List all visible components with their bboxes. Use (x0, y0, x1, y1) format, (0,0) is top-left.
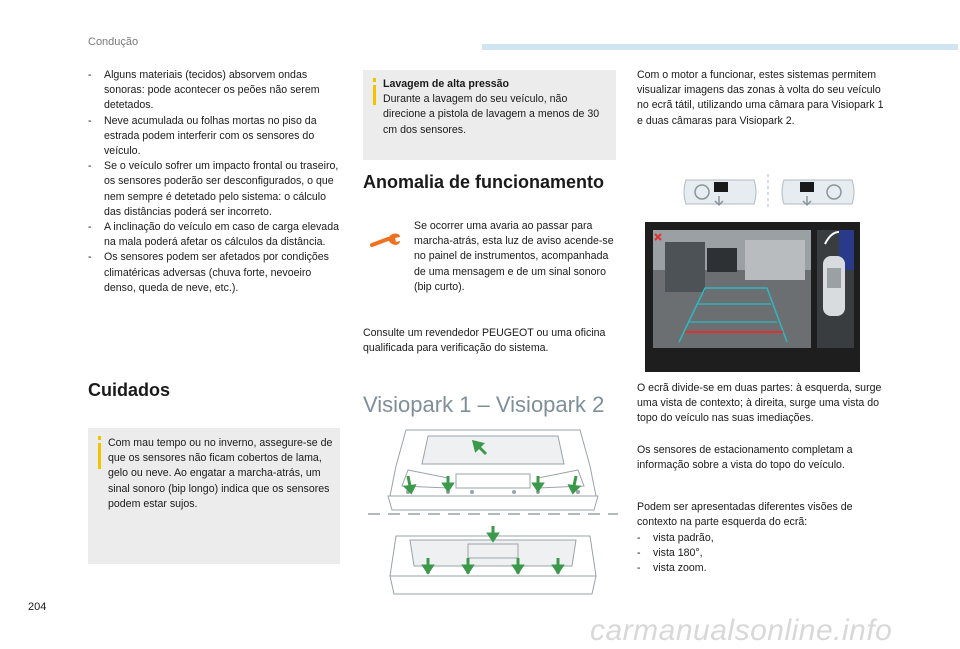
info-bar (98, 443, 101, 469)
list-item: - vista padrão, (637, 532, 714, 544)
lavagem-note (363, 70, 616, 160)
list-item: - A inclinação do veículo em caso de carga elevada na mala poderá afetar os cálculos da distância. (88, 221, 339, 249)
info-icon (373, 78, 376, 82)
camera-position-icons (680, 172, 860, 212)
consulte-text: Consulte um revendedor PEUGEOT ou uma oficina qualificada para verificação do sistema. (363, 327, 606, 355)
lavagem-body: Durante a lavagem do seu veículo, não direcione a pistola de lavagem a menos de 30 cm dos sensores. (383, 93, 600, 136)
list-item: - vista 180°, (637, 547, 703, 560)
header-bar (482, 44, 958, 50)
page-number: 204 (28, 601, 47, 613)
views-list (637, 531, 887, 577)
intro-text: Com o motor a funcionar, estes sistemas permitem visualizar imagens das zonas à volta do seu veículo no ecrã tátil, utilizando uma câmara para Visiopark 1 e duas câmaras para Visiopark 2. (637, 69, 884, 127)
limitations-list (88, 68, 343, 296)
watermark: carmanualsonline.info (590, 614, 893, 647)
anomalia-text: Se ocorrer uma avaria ao passar para marcha-atrás, esta luz de aviso acende-se no painel de instrumentos, acompanhada de uma mensagem e de um sinal sonoro (bip curto). (414, 220, 614, 293)
list-item: - vista zoom. (637, 562, 707, 575)
list-item: - Neve acumulada ou folhas mortas no piso da estrada podem interferir com os sensores do veículo. (88, 114, 317, 158)
lavagem-title: Lavagem de alta pressão (383, 78, 510, 90)
sensor-location-illustration (368, 426, 618, 598)
list-item: - Os sensores podem ser afetados por condições climatéricas adversas (chuva forte, nevoeiro denso, queda de neve, etc.). (88, 251, 329, 294)
list-item: - Se o veículo sofrer um impacto frontal ou traseiro, os sensores poderão ser desconfigurados, o que nem sempre é detetado pelo sistema: o cálculo das distâncias poderá ser incorreto. (88, 160, 339, 218)
wrench-warning-icon (368, 228, 404, 252)
list-item: - Alguns materiais (tecidos) absorvem ondas sonoras: pode acontecer os peões não serem detetados. (88, 69, 320, 112)
cuidados-note-text: Com mau tempo ou no inverno, assegure-se de que os sensores não ficam cobertos de lama, gelo ou neve. Ao engatar a marcha-atrás, um sinal sonoro (bip longo) indica que os sensores podem estar sujos. (108, 437, 333, 510)
cuidados-title: Cuidados (88, 380, 171, 400)
cuidados-note (88, 428, 340, 564)
sensors-desc: Os sensores de estacionamento completam a informação sobre a vista do topo do veículo. (637, 444, 853, 472)
visiopark-title: Visiopark 1 – Visiopark 2 (363, 392, 605, 417)
info-icon (98, 436, 101, 440)
anomalia-title: Anomalia de funcionamento (363, 172, 605, 192)
screen-desc: O ecrã divide-se em duas partes: à esquerda, surge uma vista de contexto; à direita, surge uma vista do topo do veículo nas suas imediações. (637, 382, 882, 425)
section-label: Condução (88, 36, 139, 48)
views-intro: Podem ser apresentadas diferentes visões de contexto na parte esquerda do ecrã: (637, 501, 853, 529)
camera-screen (645, 222, 860, 372)
info-bar (373, 85, 376, 105)
